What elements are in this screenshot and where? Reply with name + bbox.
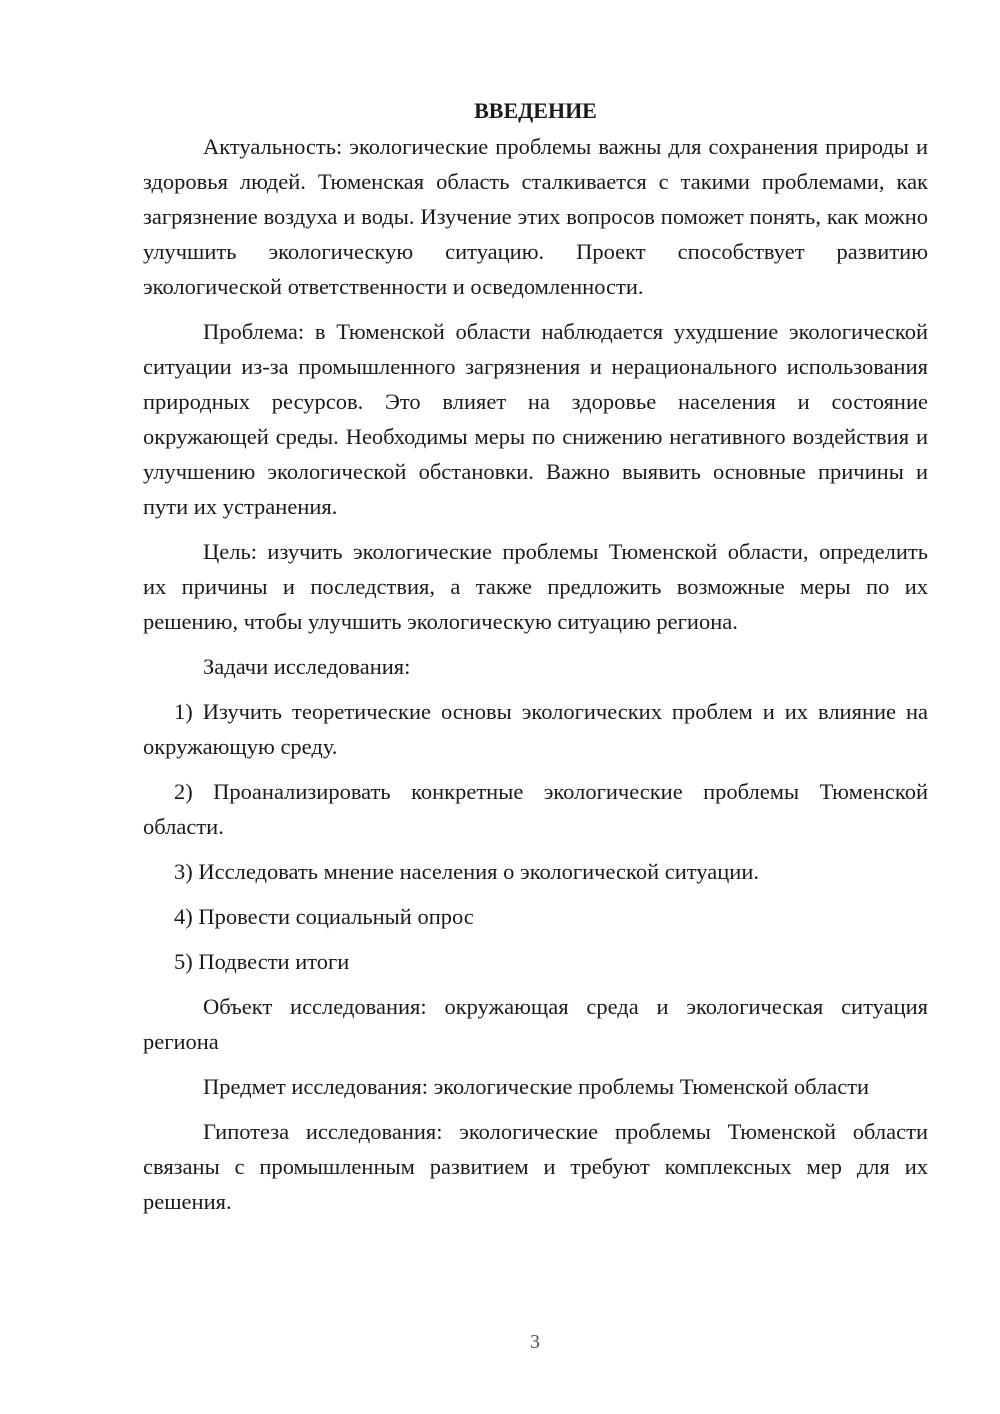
research-subject-paragraph: Предмет исследования: экологические проблемы Тюменской области [203,1074,870,1099]
relevance-paragraph: Актуальность: экологические проблемы важны для сохранения природы и здоровья людей. Тюменская область сталкивается с такими проблемами, как загрязнение воздуха и воды. Изучение этих вопросов поможет понять, как можно улучшить экологическую ситуацию. Проект способствует развитию экологической ответственности и осведомленности. [143,134,928,299]
goal-paragraph: Цель: изучить экологические проблемы Тюменской области, определить их причины и последствия, а также предложить возможные меры по их решению, чтобы улучшить экологическую ситуацию региона. [143,539,928,634]
page-content [143,93,928,1229]
task-item-5: 5) Подвести итоги [174,949,350,974]
problem-paragraph: Проблема: в Тюменской области наблюдается ухудшение экологической ситуации из-за промышленного загрязнения и нерационального использования природных ресурсов. Это влияет на здоровье населения и состояние окружающей среды. Необходимы меры по снижению негативного воздействия и улучшению экологической обстановки. Важно выявить основные причины и пути их устранения. [143,319,928,519]
task-item-1: 1) Изучить теоретические основы экологических проблем и их влияние на окружающую среду. [143,699,928,759]
task-item-3: 3) Исследовать мнение населения о экологической ситуации. [174,859,759,884]
research-hypothesis-paragraph: Гипотеза исследования: экологические проблемы Тюменской области связаны с промышленным развитием и требуют комплексных мер для их решения. [143,1119,928,1214]
tasks-heading: Задачи исследования: [203,654,411,679]
task-item-2: 2) Проанализировать конкретные экологические проблемы Тюменской области. [143,779,928,839]
task-item-4: 4) Провести социальный опрос [174,904,474,929]
page-number: 3 [530,1331,540,1353]
page-title: ВВЕДЕНИЕ [474,98,597,123]
research-object-paragraph: Объект исследования: окружающая среда и экологическая ситуация региона [143,994,928,1054]
